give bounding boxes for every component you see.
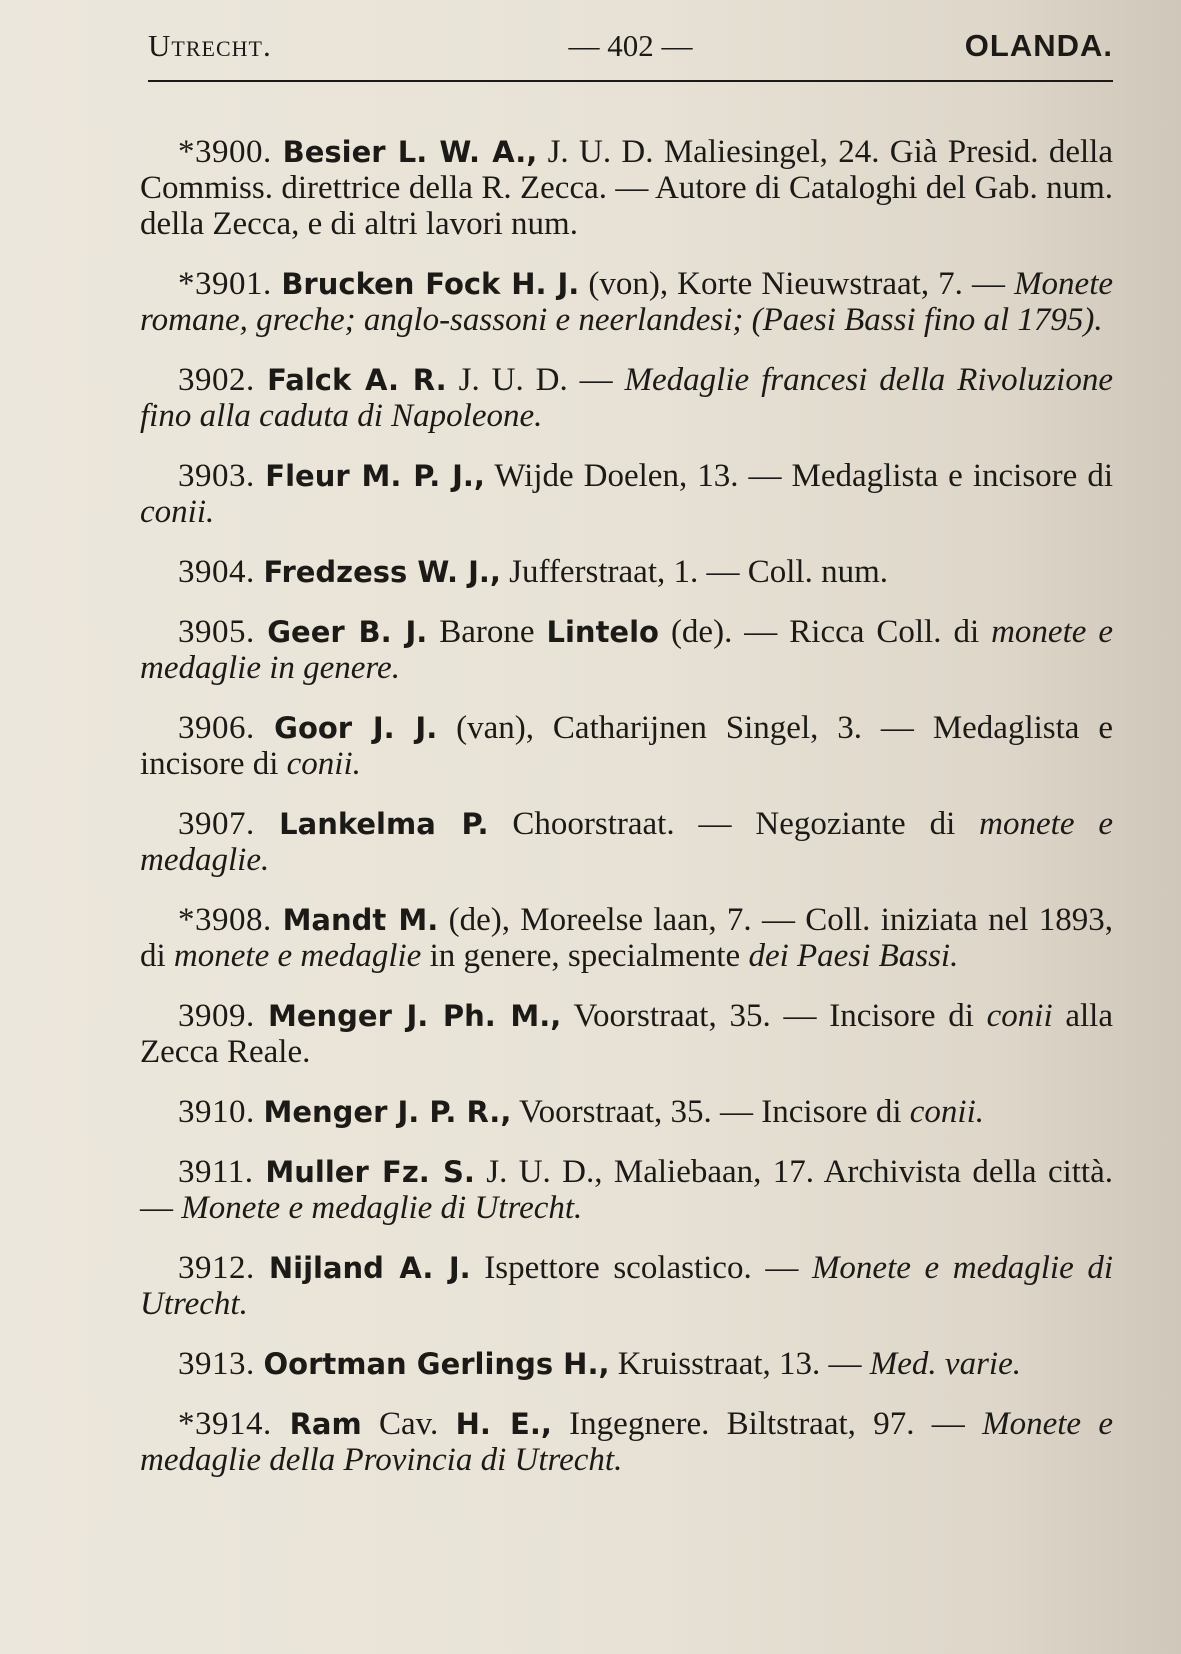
directory-entry [140,998,1113,1070]
directory-entry [140,710,1113,782]
entry-specialty: Monete e medaglie di Utrecht. [181,1190,583,1226]
directory-entries [140,110,1113,1478]
header-city: Utrecht. [148,28,272,63]
entry-name: Brucken Fock H. J. [281,267,580,301]
running-header [148,24,1113,76]
entry-specialty: Monete e medaglie di Utrecht. [140,1250,1113,1322]
page-number: — 402 — [568,28,693,63]
entry-text: (von), Korte Nieuwstraat, 7. — [579,266,1015,302]
entry-name: Menger J. Ph. M., [268,999,562,1033]
entry-text: Voorstraat, 35. — Incisore di [511,1094,910,1130]
entry-text: J. U. D. — [446,362,625,398]
entry-number: *3908. [178,902,283,938]
directory-entry [140,1346,1113,1382]
entry-text: (de), Moreelse laan, 7. — Coll. iniziata nel 1893, di [140,902,1113,974]
entry-number: 3907. [178,806,280,842]
entry-specialty: monete e medaglie. [140,806,1114,878]
directory-entry [140,1094,1113,1130]
entry-name: Oortman Gerlings H., [263,1347,610,1381]
entry-text: alla Zecca Reale. [140,998,1113,1070]
entry-specialty: Monete romane, greche; anglo-sassoni e neerlandesi; (Paesi Bassi fino al 1795). [140,266,1114,338]
entry-specialty: conii. [140,494,215,530]
entry-name: Besier L. W. A., [282,135,538,169]
entry-name: Geer B. J. [267,615,428,649]
entry-text: Jufferstraat, 1. — Coll. num. [500,554,889,590]
entry-name: Mandt M. [282,903,439,937]
entry-text: J. U. D. Maliesingel, 24. Già Presid. della Commiss. direttrice della R. Zecca. — Autore di Cataloghi del Gab. num. della Zecca, e di altri lavori num. [140,134,1113,242]
entry-text: Kruisstraat, 13. — [609,1346,870,1382]
entry-number: 3909. [178,998,268,1034]
entry-name: Goor J. J. [274,711,438,745]
entry-number: 3912. [178,1250,269,1286]
entry-text: Choorstraat. — Negoziante di [488,806,980,842]
entry-number: 3904. [178,554,264,590]
entry-name: Lankelma P. [279,807,489,841]
entry-name: Ram [289,1407,362,1441]
entry-number: *3914. [178,1406,290,1442]
entry-text: J. U. D., Maliebaan, 17. Archivista della città. — [140,1154,1113,1226]
entry-name: Fleur M. P. J., [265,459,485,493]
directory-entry [140,266,1113,338]
entry-specialty: Med. varie. [869,1346,1021,1382]
entry-name: Menger J. P. R., [263,1095,512,1129]
entry-text: Ingegnere. Biltstraat, 97. — [551,1406,983,1442]
entry-number: 3905. [178,614,268,650]
entry-number: 3902. [178,362,268,398]
entry-number: *3901. [178,266,282,302]
directory-entry [140,614,1113,686]
entry-name: H. E., [455,1407,552,1441]
directory-entry [140,1250,1113,1322]
entry-specialty: Medaglie francesi della Rivoluzione fino alla caduta di Napoleone. [140,362,1113,434]
header-rule [148,80,1113,82]
directory-entry [140,134,1113,242]
entry-specialty: monete e medaglie [173,938,422,974]
entry-text: in genere, specialmente [421,938,749,974]
entry-specialty: Monete e medaglie della Provincia di Utrecht. [140,1406,1113,1478]
directory-entry [140,902,1113,974]
entry-specialty: conii. [909,1094,984,1130]
directory-entry [140,458,1113,530]
entry-name: Nijland A. J. [268,1251,471,1285]
entry-number: 3903. [178,458,266,494]
entry-text: Barone [427,614,547,650]
entry-text: Cav. [361,1406,456,1442]
entry-number: 3910. [178,1094,264,1130]
header-country: OLANDA. [964,28,1113,63]
directory-entry [140,1406,1113,1478]
entry-name: Falck A. R. [267,363,447,397]
entry-text: Wijde Doelen, 13. — Medaglista e incisore di [484,458,1113,494]
entry-specialty: conii. [286,746,361,782]
entry-text: Voorstraat, 35. — Incisore di [561,998,987,1034]
entry-number: 3906. [178,710,275,746]
entry-specialty: dei Paesi Bassi. [748,938,959,974]
entry-name: Lintelo [546,615,659,649]
entry-specialty: conii [986,998,1053,1034]
entry-number: *3900. [178,134,283,170]
entry-name: Fredzess W. J., [263,555,501,589]
entry-text: Ispettore scolastico. — [470,1250,812,1286]
directory-entry [140,806,1113,878]
entry-text: (de). — Ricca Coll. di [658,614,992,650]
entry-number: 3913. [178,1346,264,1382]
entry-text: (van), Catharijnen Singel, 3. — Medaglista e incisore di [140,710,1114,782]
directory-entry [140,362,1113,434]
directory-entry [140,1154,1113,1226]
entry-number: 3911. [178,1154,266,1190]
directory-entry [140,554,1113,590]
entry-name: Muller Fz. S. [265,1155,475,1189]
entry-specialty: monete e medaglie in genere. [140,614,1114,686]
